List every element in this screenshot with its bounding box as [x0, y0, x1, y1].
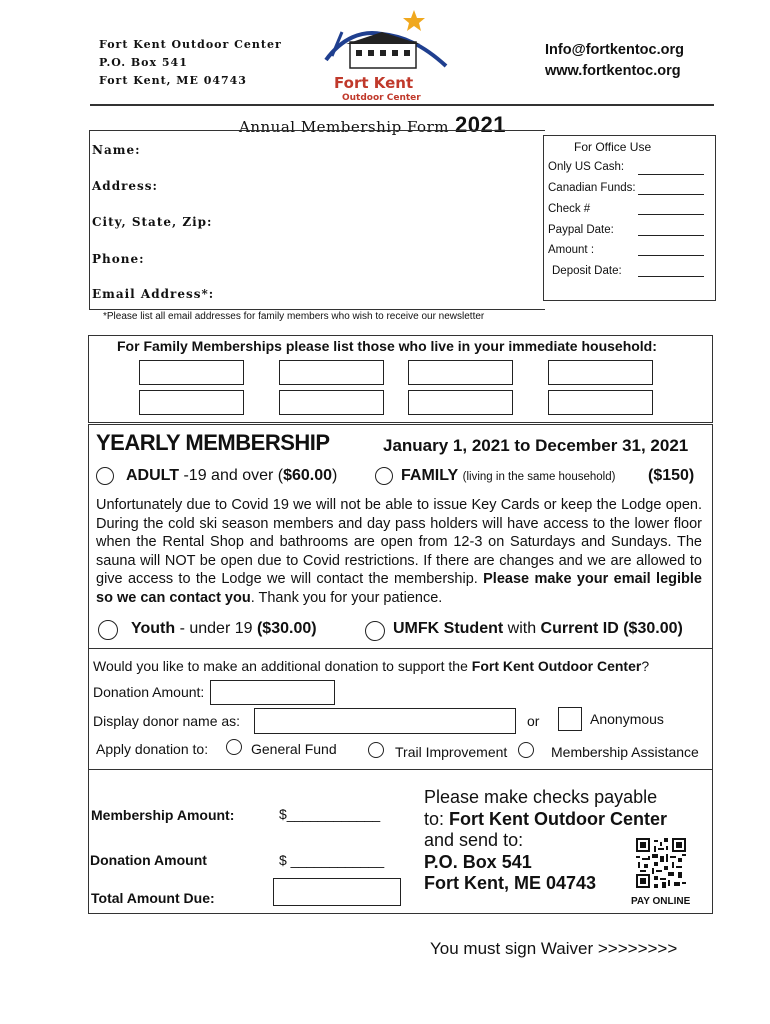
anonymous-label: Anonymous [590, 711, 664, 727]
city-state-zip-label: City, State, Zip: [92, 215, 213, 229]
mailing-instructions [424, 787, 667, 895]
umfk-price: Current ID ($30.00) [540, 620, 683, 637]
contact-website[interactable]: www.fortkentoc.org [545, 63, 681, 79]
family-member-input[interactable] [279, 390, 384, 415]
contact-block [545, 40, 684, 82]
donation-amount-label: Donation Amount: [93, 684, 205, 700]
membership-assistance-radio[interactable] [518, 742, 534, 758]
covid-notice-end: . Thank you for your patience. [250, 589, 443, 606]
youth-price: ($30.00) [256, 620, 317, 637]
office-line-paypal[interactable] [638, 235, 704, 236]
youth-label: Youth [131, 620, 176, 637]
donation-amount-total-field[interactable]: $ ____________ [279, 852, 385, 868]
apply-donation-label: Apply donation to: [96, 741, 209, 757]
family-member-input[interactable] [139, 360, 244, 385]
youth-option [131, 620, 317, 638]
family-radio[interactable] [375, 467, 393, 485]
family-note: (living in the same household) [462, 471, 616, 483]
or-label: or [527, 713, 540, 729]
fort-kent-logo [322, 8, 452, 104]
umfk-with: with [503, 620, 541, 637]
logo-text-outdoor-center: Outdoor Center [342, 93, 421, 103]
youth-radio[interactable] [98, 620, 118, 640]
email-field[interactable] [200, 284, 540, 306]
office-row-check: Check # [548, 203, 591, 215]
family-member-input[interactable] [548, 360, 653, 385]
umfk-radio[interactable] [365, 621, 385, 641]
family-member-input[interactable] [139, 390, 244, 415]
donation-question-org: Fort Kent Outdoor Center [471, 658, 642, 674]
mailing-payee: Fort Kent Outdoor Center [449, 808, 668, 829]
adult-close-paren: ) [332, 467, 338, 484]
phone-field[interactable] [155, 249, 540, 271]
membership-dates: January 1, 2021 to December 31, 2021 [383, 436, 689, 455]
total-due-input[interactable] [273, 878, 401, 906]
donation-question-end: ? [641, 658, 650, 674]
city-state-zip-field[interactable] [195, 212, 540, 234]
pay-online-label[interactable]: PAY ONLINE [631, 896, 691, 907]
office-line-canadian[interactable] [638, 194, 704, 195]
general-fund-label: General Fund [251, 741, 337, 757]
display-name-input[interactable] [254, 708, 516, 734]
family-member-input[interactable] [408, 390, 513, 415]
family-member-input[interactable] [279, 360, 384, 385]
trail-improvement-label: Trail Improvement [395, 744, 508, 760]
office-line-us-cash[interactable] [638, 174, 704, 175]
header-divider [90, 104, 714, 106]
donation-question [93, 658, 649, 674]
waiver-notice: You must sign Waiver >>>>>>>> [430, 939, 678, 958]
yearly-membership-title: YEARLY MEMBERSHIP [96, 430, 330, 455]
address-field[interactable] [160, 176, 540, 198]
name-field[interactable] [175, 140, 540, 162]
donation-amount-total-label: Donation Amount [90, 852, 207, 868]
covid-notice-text: Unfortunately due to Covid 19 we will not be able to issue Key Cards or keep the Lodge open. During the cold ski season members and day pass holders will have access to the lower floor when the Rental Shop and bathrooms are open from 12-3 on Saturdays and Sundays. The sauna will NOT be open due to Covid restrictions. If there are changes and we are allowed to give access to the Lodge we will contact the membership. [96, 497, 702, 588]
org-city: Fort Kent, ME 04743 [99, 74, 247, 87]
adult-price: $60.00 [283, 467, 333, 484]
family-option [401, 467, 615, 485]
mailing-line-1: Please make checks payable [424, 787, 658, 807]
family-member-input[interactable] [408, 360, 513, 385]
form-year: 2021 [454, 112, 506, 137]
office-row-paypal: Paypal Date: [548, 224, 614, 236]
address-label: Address: [92, 179, 158, 193]
logo-text-fort-kent: Fort Kent [334, 74, 414, 92]
office-row-amount: Amount : [548, 244, 595, 256]
family-price: ($150) [648, 467, 695, 484]
display-name-label: Display donor name as: [93, 713, 241, 729]
qr-code[interactable] [636, 838, 686, 888]
membership-assistance-label: Membership Assistance [551, 744, 699, 760]
general-fund-radio[interactable] [226, 739, 242, 755]
family-members-title: For Family Memberships please list those who live in your immediate household: [117, 338, 657, 354]
org-address-block [99, 36, 282, 90]
org-po-box: P.O. Box 541 [99, 56, 188, 69]
adult-label: ADULT [126, 467, 180, 484]
adult-option [126, 467, 337, 485]
total-due-label: Total Amount Due: [91, 890, 215, 906]
membership-amount-label: Membership Amount: [91, 807, 235, 823]
email-note: *Please list all email addresses for family members who wish to receive our newsletter [103, 311, 485, 322]
family-member-input[interactable] [548, 390, 653, 415]
org-name: Fort Kent Outdoor Center [99, 38, 282, 51]
email-label: Email Address*: [92, 287, 215, 301]
trail-improvement-radio[interactable] [368, 742, 384, 758]
anonymous-checkbox[interactable] [558, 707, 582, 731]
phone-label: Phone: [92, 252, 145, 266]
mailing-city: Fort Kent, ME 04743 [424, 873, 597, 893]
office-line-check[interactable] [638, 214, 704, 215]
donation-amount-input[interactable] [210, 680, 335, 705]
donation-question-text: Would you like to make an additional donation to support the [93, 658, 472, 674]
adult-radio[interactable] [96, 467, 114, 485]
covid-notice [96, 496, 702, 608]
office-row-deposit: Deposit Date: [552, 265, 622, 277]
office-row-canadian: Canadian Funds: [548, 182, 636, 194]
youth-age-text: - under 19 [175, 620, 257, 637]
office-line-deposit[interactable] [638, 276, 704, 277]
umfk-option [393, 620, 683, 638]
membership-amount-field[interactable]: $____________ [279, 806, 381, 822]
family-label: FAMILY [401, 467, 459, 484]
office-use-title: For Office Use [574, 140, 652, 154]
mailing-po-box: P.O. Box 541 [424, 851, 532, 872]
adult-age-text: -19 and over ( [179, 467, 284, 484]
office-line-amount[interactable] [638, 255, 704, 256]
name-label: Name: [92, 143, 141, 157]
mailing-line-3: and send to: [424, 830, 524, 850]
form-title-text: Annual Membership Form [239, 118, 449, 136]
office-row-us-cash: Only US Cash: [548, 161, 625, 173]
mailing-line-2-pre: to: [424, 808, 450, 829]
contact-email[interactable]: Info@fortkentoc.org [545, 42, 684, 58]
umfk-label: UMFK Student [393, 620, 504, 637]
covid-notice-bold: Please make your email legible so we can contact you [96, 571, 702, 606]
